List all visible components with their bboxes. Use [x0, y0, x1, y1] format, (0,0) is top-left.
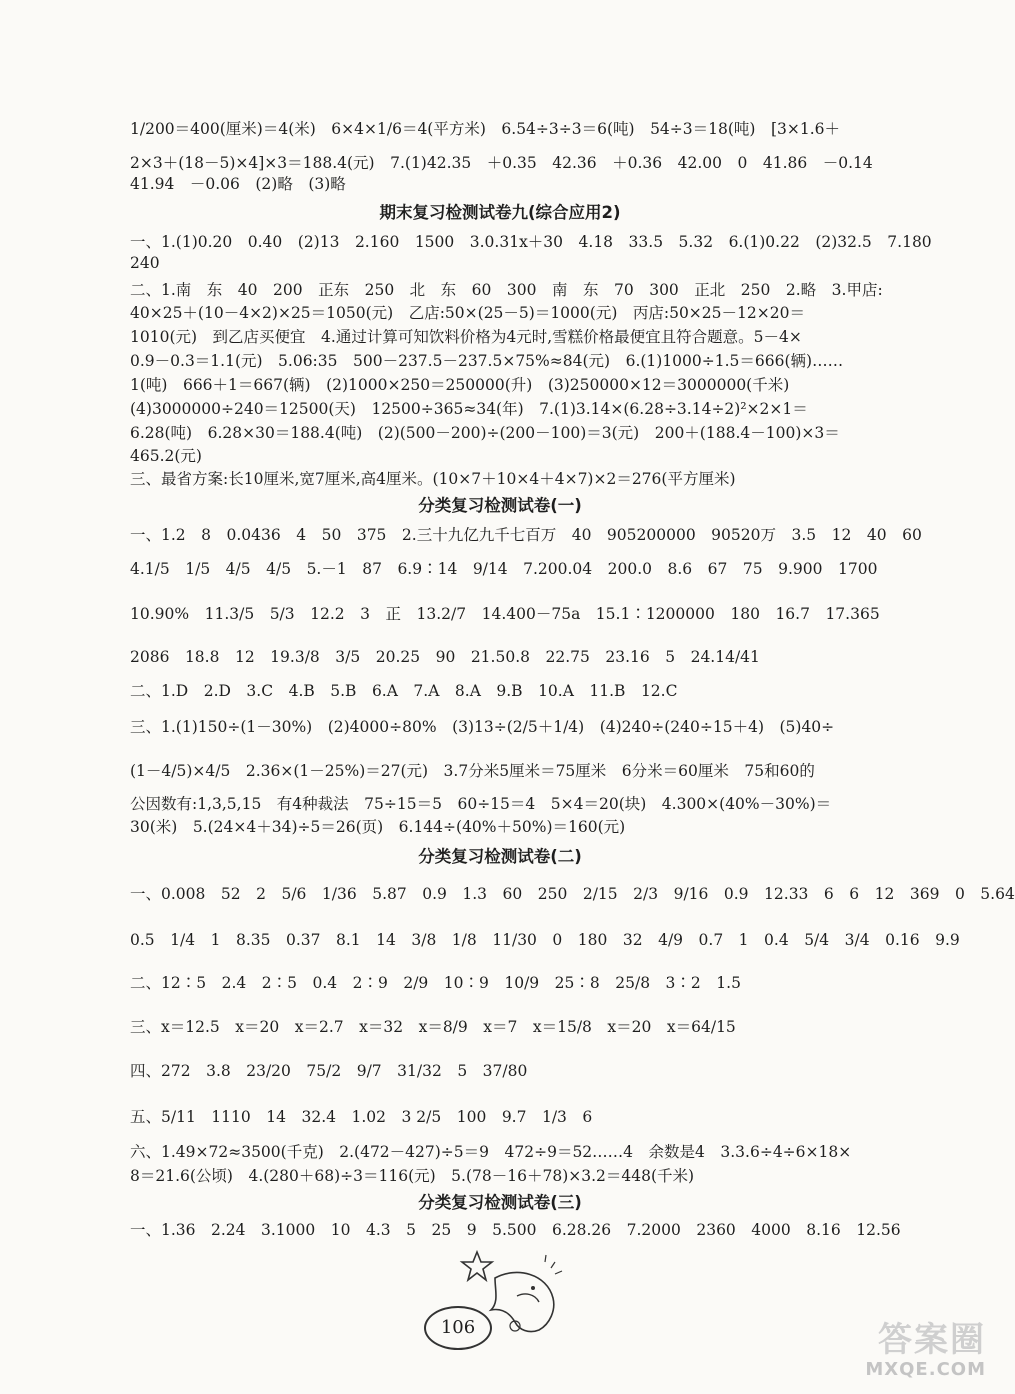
- answer-line: 一、1.36 2.24 3.1000 10 4.3 5 25 9 5.500 6.28.26 7.2000 2360 4000 8.16 12.56: [130, 1221, 901, 1239]
- answer-line: 6.28(吨) 6.28×30＝188.4(吨) (2)(500－200)÷(200－100)＝3(元) 200＋(188.4－100)×3＝: [130, 424, 840, 442]
- answer-line: 2086 18.8 12 19.3/8 3/5 20.25 90 21.50.8 22.75 23.16 5 24.14/41: [130, 648, 760, 666]
- section-title: 期末复习检测试卷九(综合应用2): [379, 203, 621, 222]
- watermark-logo: [865, 1321, 986, 1380]
- answer-line: 五、5/11 1110 14 32.4 1.02 3 2/5 100 9.7 1/3 6: [130, 1108, 593, 1126]
- answer-line: 1010(元) 到乙店买便宜 4.通过计算可知饮料价格为4元时,雪糕价格最便宜且符合题意。5－4×: [130, 328, 802, 346]
- answer-line: 10.90% 11.3/5 5/3 12.2 3 正 13.2/7 14.400－75a 15.1∶1200000 180 16.7 17.365: [130, 605, 880, 623]
- answer-line: 4.1/5 1/5 4/5 4/5 5.－1 87 6.9∶14 9/14 7.200.04 200.0 8.6 67 75 9.900 1700: [130, 560, 878, 578]
- answer-line: 三、x＝12.5 x＝20 x＝2.7 x＝32 x＝8/9 x＝7 x＝15/8 x＝20 x＝64/15: [130, 1018, 736, 1036]
- section-title: 分类复习检测试卷(一): [418, 496, 582, 515]
- answer-line: 四、272 3.8 23/20 75/2 9/7 31/32 5 37/80: [130, 1062, 528, 1080]
- section-title: 分类复习检测试卷(三): [418, 1193, 582, 1212]
- answer-line: 1/200＝400(厘米)＝4(米) 6×4×1/6＝4(平方米) 6.54÷3÷3＝6(吨) 54÷3＝18(吨) [3×1.6＋: [130, 120, 841, 138]
- answer-line: 一、0.008 52 2 5/6 1/36 5.87 0.9 1.3 60 250 2/15 2/3 9/16 0.9 12.33 6 6 12 369 0 5.64: [130, 885, 1015, 903]
- answer-line: 三、1.(1)150÷(1－30%) (2)4000÷80% (3)13÷(2/5＋1/4) (4)240÷(240÷15＋4) (5)40÷: [130, 718, 835, 736]
- answer-line: 2×3＋(18－5)×4]×3＝188.4(元) 7.(1)42.35 ＋0.35 42.36 ＋0.36 42.00 0 41.86 －0.14: [130, 154, 873, 172]
- answer-line: 240: [130, 254, 160, 272]
- answer-line: (4)3000000÷240＝12500(天) 12500÷365≈34(年) 7.(1)3.14×(6.28÷3.14÷2)²×2×1＝: [130, 400, 808, 418]
- answer-line: 一、1.(1)0.20 0.40 (2)13 2.160 1500 3.0.31x＋30 4.18 33.5 5.32 6.(1)0.22 (2)32.5 7.180: [130, 233, 932, 251]
- answer-line: 40×25＋(10－4×2)×25＝1050(元) 乙店:50×(25－5)＝1000(元) 丙店:50×25－12×20＝: [130, 304, 805, 322]
- answer-line: 二、12∶5 2.4 2∶5 0.4 2∶9 2/9 10∶9 10/9 25∶8 25/8 3∶2 1.5: [130, 974, 741, 992]
- answer-line: 二、1.D 2.D 3.C 4.B 5.B 6.A 7.A 8.A 9.B 10.A 11.B 12.C: [130, 682, 678, 700]
- answer-line: 8＝21.6(公顷) 4.(280＋68)÷3＝116(元) 5.(78－16＋78)×3.2＝448(千米): [130, 1167, 695, 1185]
- section-title: 分类复习检测试卷(二): [418, 847, 582, 866]
- answer-line: 三、最省方案:长10厘米,宽7厘米,高4厘米。(10×7＋10×4＋4×7)×2＝276(平方厘米): [130, 470, 736, 488]
- watermark-en: MXQE.COM: [865, 1359, 986, 1380]
- answer-line: (1－4/5)×4/5 2.36×(1－25%)＝27(元) 3.7分米5厘米＝75厘米 6分米＝60厘米 75和60的: [130, 762, 815, 780]
- answer-line: 30(米) 5.(24×4＋34)÷5＝26(页) 6.144÷(40%＋50%)＝160(元): [130, 818, 626, 836]
- answer-line: 41.94 －0.06 (2)略 (3)略: [130, 175, 346, 193]
- answer-line: 465.2(元): [130, 447, 202, 465]
- answer-line: 二、1.南 东 40 200 正东 250 北 东 60 300 南 东 70 300 正北 250 2.略 3.甲店:: [130, 281, 883, 299]
- answer-line: 六、1.49×72≈3500(千克) 2.(472－427)÷5＝9 472÷9＝52……4 余数是4 3.3.6÷4÷6×18×: [130, 1143, 852, 1161]
- watermark-cn: 答案圈: [878, 1320, 986, 1360]
- answer-line: 公因数有:1,3,5,15 有4种裁法 75÷15＝5 60÷15＝4 5×4＝20(块) 4.300×(40%－30%)＝: [130, 795, 832, 813]
- page-number: 106: [424, 1306, 492, 1350]
- answer-line: 1(吨) 666＋1＝667(辆) (2)1000×250＝250000(升) (3)250000×12＝3000000(千米): [130, 376, 790, 394]
- answer-line: 0.9－0.3＝1.1(元) 5.06:35 500－237.5－237.5×75%≈84(元) 6.(1)1000÷1.5＝666(辆)……: [130, 352, 844, 370]
- answer-line: 一、1.2 8 0.0436 4 50 375 2.三十九亿九千七百万 40 905200000 90520万 3.5 12 40 60: [130, 526, 922, 544]
- answer-line: 0.5 1/4 1 8.35 0.37 8.1 14 3/8 1/8 11/30 0 180 32 4/9 0.7 1 0.4 5/4 3/4 0.16 9.9: [130, 931, 960, 949]
